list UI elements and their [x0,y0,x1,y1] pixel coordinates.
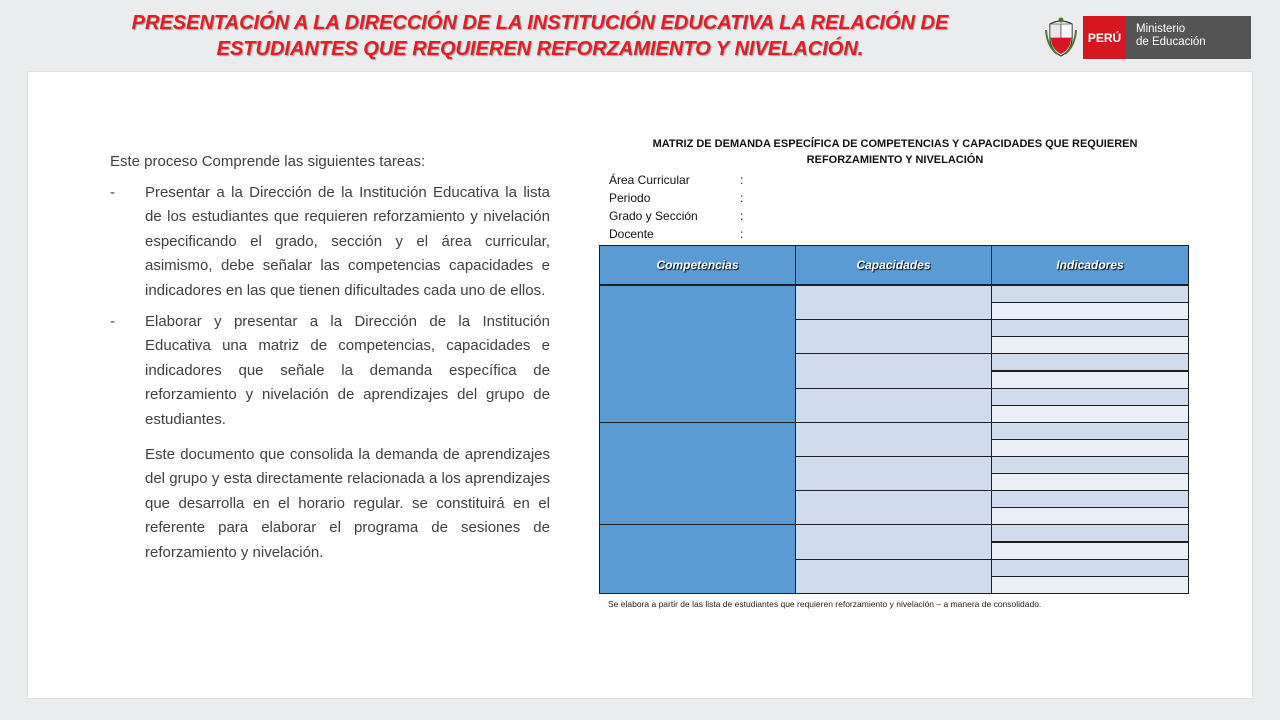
indicator-cell [991,559,1189,577]
task-text: Elaborar y presentar a la Dirección de la Institución Educativa una matriz de competencias, capacidades e indicadores que señale la demanda específica de reforzamiento y nivelación de aprendizajes del grupo de estudiantes. [145,312,550,428]
ministry-label [1126,16,1251,59]
competency-matrix-table [599,245,1189,593]
indicator-cell [991,524,1189,542]
competency-cell [599,524,796,593]
task-item [110,181,550,304]
task-item [110,310,550,433]
header-indicadores: Indicadores [991,245,1189,285]
capacity-cell [795,559,992,594]
header-capacidades: Capacidades [795,245,992,285]
capacity-cell [795,422,992,457]
capacity-cell [795,524,992,559]
capacity-cell [795,285,992,320]
field-label: Docente [609,227,654,241]
capacity-cell [795,490,992,525]
indicator-cell [991,405,1189,423]
indicator-cell [991,422,1189,440]
closing-paragraph: Este documento que consolida la demanda de aprendizajes del grupo y esta directamente relacionada a los aprendizajes que desarrolla en el horario regular. se constituirá en el referente para elaborar el programa de sesiones de reforzamiento y nivelación. [145,445,550,561]
header-competencias: Competencias [599,245,796,285]
field-separator: : [740,173,744,187]
bullet-dash: - [110,312,115,330]
slide-title-line-1: PRESENTACIÓN A LA DIRECCIÓN DE LA INSTITUCIÓN EDUCATIVA LA RELACIÓN DE [131,12,949,34]
capacity-cell [795,456,992,491]
field-label: Área Curricular [609,173,690,187]
indicator-cell [991,388,1189,406]
peru-label: PERÚ [1083,16,1126,59]
bullet-dash: - [110,183,115,201]
field-row [609,225,743,243]
ministry-label-line-2: de Educación [1136,36,1206,48]
capacity-cell [795,388,992,423]
indicator-cell [991,285,1189,303]
indicator-cell [991,353,1189,371]
field-separator: : [740,227,744,241]
task-text: Presentar a la Dirección de la Institución Educativa la lista de los estudiantes que requieren reforzamiento y nivelación especificando el grado, sección y el área curricular, asimismo, debe señalar las competencias capacidades e indicadores en las que tienen dificultades cada uno de ellos. [145,183,550,299]
field-label: Periodo [609,191,651,205]
indicator-cell [991,456,1189,474]
field-label: Grado y Sección [609,209,698,223]
competency-cell [599,422,796,526]
matrix-title-line-2: REFORZAMIENTO Y NIVELACIÓN [806,154,984,166]
indicator-cell [991,439,1189,457]
indicator-cell [991,576,1189,594]
indicator-cell [991,507,1189,525]
ministry-logo [1045,16,1251,60]
field-row [609,171,743,189]
field-row [609,189,743,207]
indicator-cell [991,542,1189,560]
coat-of-arms-icon [1045,16,1077,60]
matrix-title [600,136,1190,168]
field-row [609,207,743,225]
matrix-fields [609,171,743,243]
process-description [110,150,550,581]
capacity-cell [795,353,992,388]
indicator-cell [991,490,1189,508]
indicator-cell [991,371,1189,389]
field-separator: : [740,209,744,223]
field-separator: : [740,191,744,205]
intro-text: Este proceso Comprende las siguientes tareas: [110,153,426,170]
matrix-title-line-1: MATRIZ DE DEMANDA ESPECÍFICA DE COMPETENCIAS Y CAPACIDADES QUE REQUIEREN [652,138,1138,150]
indicator-cell [991,473,1189,491]
capacity-cell [795,319,992,354]
ministry-label-line-1: Ministerio [1136,23,1186,35]
slide-title-line-2: ESTUDIANTES QUE REQUIEREN REFORZAMIENTO Y NIVELACIÓN. [216,38,864,60]
matrix-footnote: Se elabora a partir de las lista de estudiantes que requieren reforzamiento y nivelación – a manera de consolidado. [608,599,1042,609]
slide-title [40,10,1040,62]
indicator-cell [991,302,1189,320]
competency-cell [599,285,796,423]
indicator-cell [991,319,1189,337]
indicator-cell [991,336,1189,354]
